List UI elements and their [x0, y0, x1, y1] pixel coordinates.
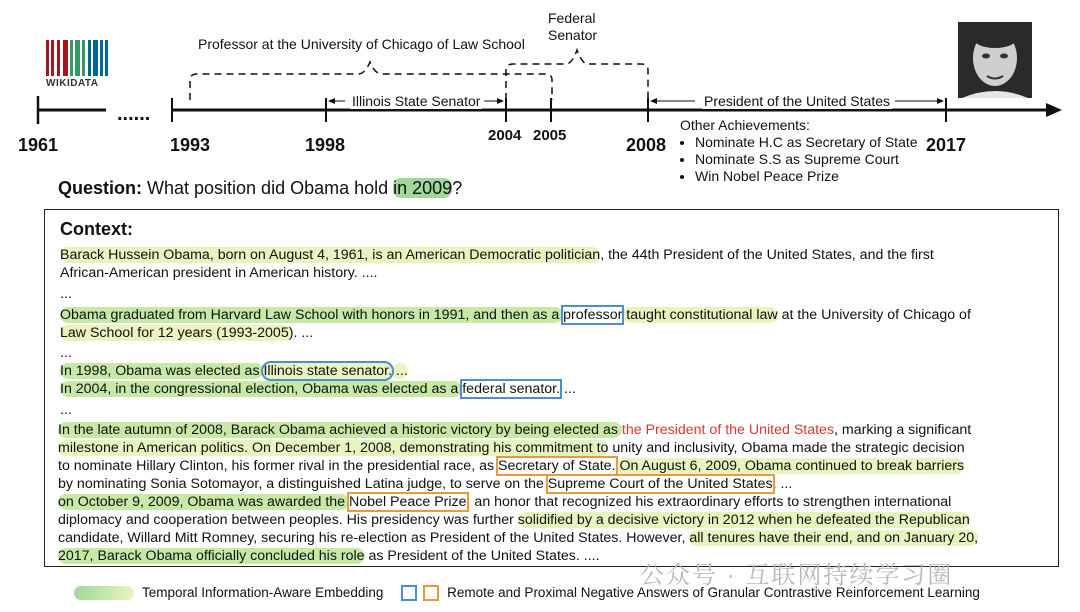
answer-box-nobel: Nobel Peace Prize — [349, 494, 467, 510]
year-1993: 1993 — [170, 135, 211, 155]
context-span: 2017, Barack Obama officially concluded his role — [58, 548, 365, 564]
context-line — [58, 547, 600, 565]
legend — [74, 585, 980, 601]
achievement-item: • Nominate S.S as Supreme Court — [695, 151, 918, 168]
context-line — [58, 511, 970, 529]
context-line — [58, 457, 964, 475]
context-title: Context: — [60, 219, 133, 239]
answer-box-secretary: Secretary of State. — [498, 458, 616, 474]
achievement-item: • Nominate H.C as Secretary of State — [695, 134, 918, 151]
legend-orange-box — [423, 585, 439, 601]
context-span: solidified by a decisive victory in 2012 when he defeated the Republican — [517, 512, 970, 528]
context-span: , the 44th President of the United States, and the first — [600, 247, 934, 263]
context-span: at the University of Chicago of — [777, 307, 971, 323]
context-span: In 1998, Obama was elected as — [60, 363, 264, 379]
year-2005: 2005 — [533, 127, 567, 144]
context-span: to nominate Hillary Clinton, his former rival in the presidential race, as — [58, 458, 498, 474]
question-end: ? — [452, 178, 463, 198]
context-span: , marking a significant — [834, 422, 972, 438]
context-span: , an honor that recognized his extraordinary efforts to strengthen international — [466, 494, 952, 510]
span-illinois: Illinois State Senator — [352, 93, 481, 109]
context-line — [60, 324, 313, 342]
year-2008: 2008 — [626, 135, 667, 155]
context-span: all tenures have their end, and on January 20, — [689, 530, 979, 546]
question-label: Question: — [58, 178, 142, 198]
context-span: . ... — [772, 476, 793, 492]
legend-green-swatch — [74, 586, 134, 600]
context-dots: ... — [60, 402, 72, 418]
span-professor: Professor at the University of Chicago of Law School — [198, 36, 525, 52]
context-line — [58, 475, 792, 493]
context-line — [60, 264, 378, 282]
question-highlight: in 2009 — [393, 178, 453, 198]
span-federal-senator-2: Senator — [548, 27, 598, 43]
span-president: President of the United States — [704, 93, 890, 109]
wikidata-logo — [46, 40, 108, 76]
year-1961: 1961 — [18, 135, 59, 155]
context-dots: ... — [60, 345, 72, 361]
context-span: diplomacy and cooperation between peoples. His presidency was further — [58, 512, 518, 528]
context-span: taught constitutional law — [622, 307, 778, 323]
achievements-list — [680, 134, 918, 185]
context-dots: ... — [60, 286, 72, 302]
context-span: Law School for 12 years (1993-2005) — [60, 325, 294, 341]
watermark: 公众号 · 互联网持续学习圈 — [640, 562, 954, 589]
achievement-item: • Win Nobel Peace Prize — [695, 168, 918, 185]
answer-box-federal: federal senator. — [462, 381, 561, 397]
context-span: In 2004, in the congressional election, Obama was elected as a — [60, 381, 463, 397]
year-2017: 2017 — [926, 135, 967, 155]
context-span: On August 6, 2009, Obama continued to break barriers — [615, 458, 965, 474]
context-span: unity and inclusivity, Obama made the strategic decision — [608, 440, 965, 456]
answer-box-supreme-court: Supreme Court of the United States — [547, 476, 773, 492]
context-span: as President of the United States. .... — [364, 548, 600, 564]
year-1998: 1998 — [305, 135, 346, 155]
timeline-ellipsis: ...... — [117, 103, 151, 125]
context-span: Barack Hussein Obama, born on August 4, 1961, is an American Democratic politician — [60, 247, 601, 263]
context-span: ... — [392, 363, 408, 379]
context-span: . ... — [293, 325, 314, 341]
achievements-title: Other Achievements: — [680, 117, 810, 133]
correct-answer: the President of the United States — [621, 422, 835, 438]
context-line — [60, 362, 408, 380]
obama-portrait — [958, 22, 1032, 98]
question-text: What position did Obama hold — [142, 178, 394, 198]
answer-box-illinois: Illinois state senator. — [263, 363, 393, 379]
context-line — [58, 493, 951, 511]
context-span: Obama graduated from Harvard Law School with honors in 1991, and then as a — [60, 307, 564, 323]
context-span: by nominating Sonia Sotomayor, a distinguished Latina judge, to serve on the — [58, 476, 548, 492]
context-span: ... — [560, 381, 576, 397]
other-achievements — [680, 117, 918, 185]
context-line — [58, 421, 971, 439]
question — [58, 178, 462, 199]
context-line — [58, 529, 978, 547]
context-line — [60, 380, 576, 398]
legend-boxes-label: Remote and Proximal Negative Answers of Granular Contrastive Reinforcement Learning — [447, 585, 980, 600]
legend-green-label: Temporal Information-Aware Embedding — [142, 585, 384, 600]
legend-blue-box — [401, 585, 417, 601]
context-span: candidate, Willard Mitt Romney, securing his re-election as President of the United States. However, — [58, 530, 690, 546]
span-federal-senator-1: Federal — [548, 10, 596, 26]
context-span: milestone in American politics. On December 1, 2008, demonstrating his commitment to — [58, 440, 609, 456]
context-line — [60, 306, 971, 324]
context-line — [58, 439, 965, 457]
context-line — [60, 246, 934, 264]
year-2004: 2004 — [488, 127, 522, 144]
answer-box-professor: professor — [563, 307, 623, 323]
context-span: In the late autumn of 2008, Barack Obama achieved a historic victory by being elected as — [58, 422, 622, 438]
wikidata-label: WIKIDATA — [46, 78, 99, 89]
context-span: African-American president in American history. .... — [60, 265, 378, 281]
context-span: on October 9, 2009, Obama was awarded the — [58, 494, 350, 510]
